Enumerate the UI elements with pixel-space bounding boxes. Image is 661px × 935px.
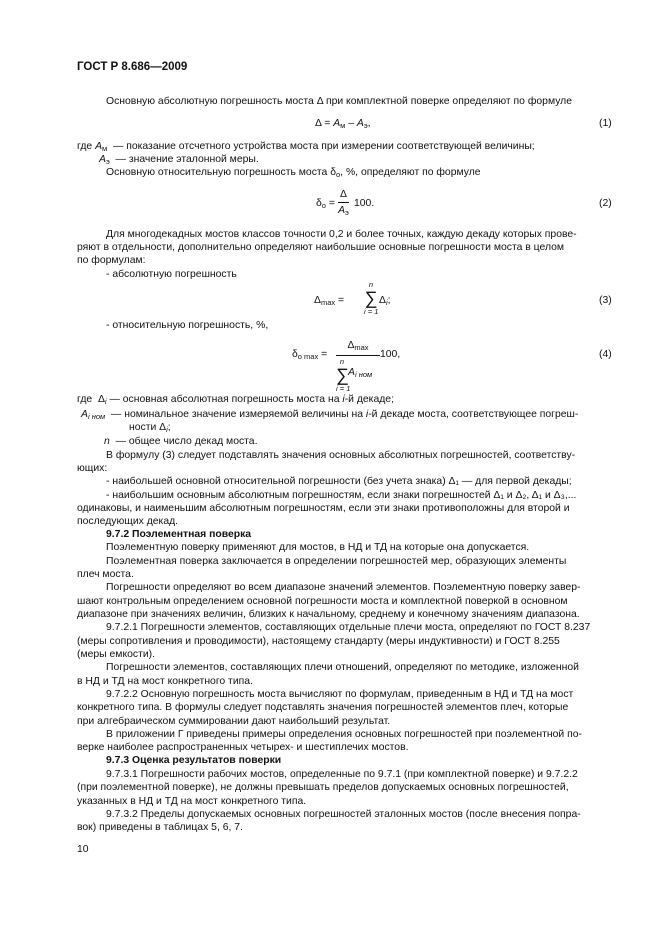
bullet-first-decade: - наибольшей основной относительной погрешности (без учета знака) Δ₁ — для первой декады; xyxy=(106,476,572,487)
formula-3-sum: n ∑ i = 1 xyxy=(364,280,379,316)
paragraph-multidecade-line-3: по формулам: xyxy=(77,255,146,266)
formula-3-number: (3) xyxy=(599,295,612,306)
formula-1-number: (1) xyxy=(599,118,612,129)
where-1-line-1: где $A_м$ — показание отсчетного устройства моста при измерении соответствующей величины; xyxy=(77,141,535,153)
paragraph-formula3-line-1: В формулу (3) следует подставлять значения основных абсолютных погрешностей, соответству- xyxy=(106,450,576,461)
paragraph-ratio-arms-line-1: Погрешности элементов, составляющих плечи отношений, определяют по методике, изложенной xyxy=(106,662,579,673)
paragraph-range-line-3: диапазоне при значениях величин, близких к начальному, среднему и конечному значениям диапазона. xyxy=(77,609,580,620)
paragraph-multidecade-line-1: Для многодекадных мостов классов точности 0,2 и более точных, каждую декаду которых прове- xyxy=(106,229,577,240)
formula-4-tail: 100, xyxy=(380,349,401,360)
section-heading-9-7-3: 9.7.3 Оценка результатов поверки xyxy=(106,755,282,766)
paragraph-9-7-2-2-line-2: конкретного типа. В формулы следует подставлять значения погрешностей элементов плеч, которые xyxy=(77,702,569,713)
formula-2-tail: 100. xyxy=(354,198,375,209)
formula-3-lhs: $\Delta_{max}$ = xyxy=(314,295,345,307)
paragraph-formula3-line-2: ющих: xyxy=(77,463,108,474)
where-1-line-2: $A_э$ — значение эталонной меры. xyxy=(99,154,259,166)
formula-2-number: (2) xyxy=(599,198,612,209)
formula-3-term: $\Delta_i$; xyxy=(379,295,391,307)
page-number: 10 xyxy=(77,844,89,855)
paragraph-9-7-2-2-line-1: 9.7.2.2 Основную погрешность моста вычисляют по формулам, приведенным в НД и ТД на мост xyxy=(106,689,574,700)
formula-4-fraction: $\Delta_{max}$ n ∑ i = 1 $A_{i ном}$ xyxy=(336,339,380,388)
paragraph-9-7-3-1-line-2: (при поэлементной поверке), не должны превышать пределов допускаемых основных погрешностей, xyxy=(77,782,569,793)
formula-1: $\Delta = A_м - A_э$, xyxy=(315,118,371,130)
paragraph-elementwise-applies: Поэлементную поверку применяют для мостов, в НД и ТД на которые она допускается. xyxy=(106,542,530,553)
paragraph-elementwise-line-1: Поэлементная поверка заключается в определении погрешностей мер, образующих элементы xyxy=(106,556,567,567)
paragraph-9-7-3-1-line-1: 9.7.3.1 Погрешности рабочих мостов, определенные по 9.7.1 (при комплектной поверке) и 9.7.2.2 xyxy=(106,769,578,780)
paragraph-signs-line-2: последующих декад. xyxy=(77,516,179,527)
paragraph-9-7-2-1-line-2: (меры сопротивления и проводимости), настоящему стандарту (меры индуктивности) и ГОСТ 8.255 xyxy=(77,636,560,647)
list-item-absolute: - абсолютную погрешность xyxy=(106,269,237,280)
paragraph-elementwise-line-2: плеч моста. xyxy=(77,569,134,580)
paragraph-9-7-2-2-line-3: при алгебраическом суммировании дают наибольший результат. xyxy=(77,716,391,727)
bullet-other-decades: - наибольшим основным абсолютным погрешностям, если знаки погрешностей Δ₁ и Δ₂, Δ₁ и Δ₃,... xyxy=(106,490,577,501)
paragraph-9-7-3-2-line-2: вок) приведены в таблицах 5, 6, 7. xyxy=(77,822,243,833)
paragraph-9-7-3-2-line-1: 9.7.3.2 Пределы допускаемых основных погрешностей эталонных мостов (после внесения попра- xyxy=(106,809,581,820)
formula-2-lhs: $\delta_о$ = xyxy=(316,198,335,210)
where-2-line-1: где $\Delta_i$ — основная абсолютная погрешность моста на i-й декаде; xyxy=(77,394,394,406)
document-header: ГОСТ Р 8.686—2009 xyxy=(77,61,188,73)
paragraph-appendix-line-1: В приложении Г приведены примеры определения основных погрешностей при поэлементной по- xyxy=(106,729,582,740)
where-2-line-4: n — общее число декад моста. xyxy=(104,436,258,447)
formula-4-lhs: $\delta_{о max}$ = xyxy=(292,349,328,361)
where-2-line-2: $A_{i ном}$ — номинальное значение измеряемой величины на i-й декаде моста, соответствующее погреш- xyxy=(81,409,579,421)
paragraph-9-7-3-1-line-3: указанных в НД и ТД на мост конкретного типа. xyxy=(77,796,307,807)
paragraph-abs-error-intro: Основную абсолютную погрешность моста Δ при комплектной поверке определяют по формуле xyxy=(106,96,573,107)
section-heading-9-7-2: 9.7.2 Поэлементная поверка xyxy=(106,529,252,540)
paragraph-signs-line-1: одинаковы, и наименьшим абсолютным погрешностям, если эти знаки противоположны для второй и xyxy=(77,503,570,514)
formula-2-fraction: Δ $A_э$ xyxy=(338,189,349,217)
paragraph-rel-error-intro: Основную относительную погрешность моста $\delta_о$, %, определяют по формуле xyxy=(106,167,481,179)
formula-4-number: (4) xyxy=(599,349,612,360)
paragraph-appendix-line-2: верке наиболее распространенных четырех- и шестиплечих мостов. xyxy=(77,742,409,753)
paragraph-ratio-arms-line-2: в НД и ТД на мост конкретного типа. xyxy=(77,676,253,687)
list-item-relative: - относительную погрешность, %, xyxy=(106,320,269,331)
paragraph-range-line-2: шают контрольным определением основной погрешности моста и комплектной поверкой в основном xyxy=(77,596,568,607)
where-2-line-3: ности $\Delta_i$; xyxy=(129,422,171,434)
paragraph-range-line-1: Погрешности определяют во всем диапазоне значений элементов. Поэлементную поверку завер- xyxy=(106,582,581,593)
paragraph-multidecade-line-2: ряют в отдельности, дополнительно определяют наибольшие основные погрешности моста в целом xyxy=(77,242,565,253)
paragraph-9-7-2-1-line-1: 9.7.2.1 Погрешности элементов, составляющих отдельные плечи моста, определяют по ГОСТ 8.237 xyxy=(106,622,591,633)
paragraph-9-7-2-1-line-3: (меры емкости). xyxy=(77,649,155,660)
